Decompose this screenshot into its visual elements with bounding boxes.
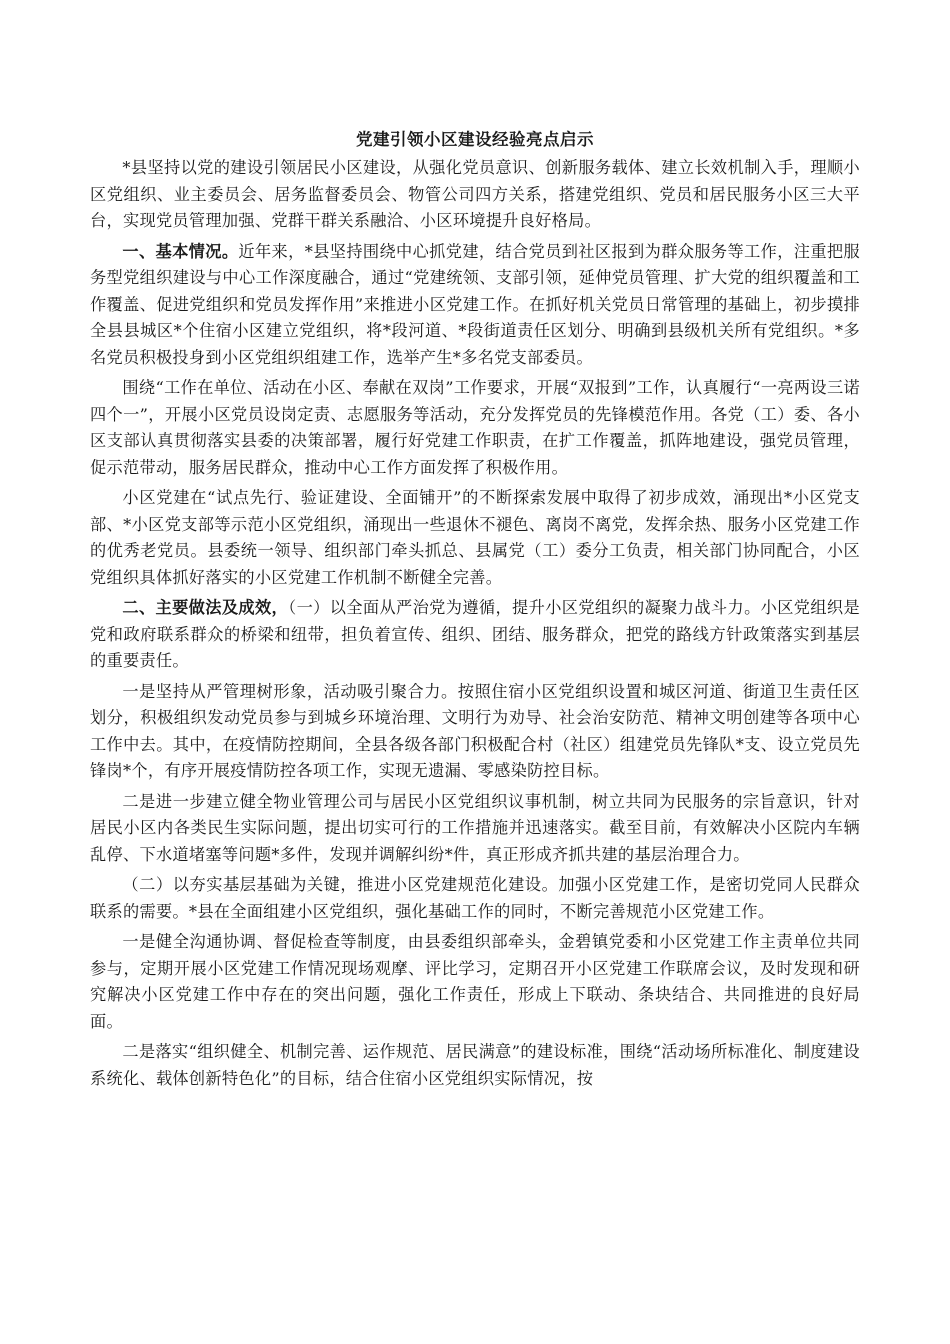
- document-body: [90, 128, 860, 1096]
- paragraph-property-mechanism: [90, 789, 860, 869]
- paragraph-main-practices: [90, 595, 860, 675]
- section-heading-main-practices: 二、主要做法及成效，: [122, 598, 289, 617]
- paragraph-foundation: [90, 872, 860, 925]
- paragraph-standards: [90, 1039, 860, 1092]
- paragraph-double-report: [90, 375, 860, 481]
- paragraph-intro: [90, 155, 860, 235]
- paragraph-text: （二）以夯实基层基础为关键，推进小区党建规范化建设。加强小区党建工作，是密切党同人民群众联系的需要。*县在全面组建小区党组织，强化基础工作的同时，不断完善规范小区党建工作。: [90, 875, 860, 921]
- paragraph-text: （一）以全面从严治党为遵循，提升小区党组织的凝聚力战斗力。小区党组织是党和政府联系群众的桥梁和纽带，担负着宣传、组织、团结、服务群众，把党的路线方针政策落实到基层的重要责任。: [90, 598, 860, 670]
- paragraph-text: 一是健全沟通协调、督促检查等制度，由县委组织部牵头，金碧镇党委和小区党建工作主责单位共同参与，定期开展小区党建工作情况现场观摩、评比学习，定期召开小区党建工作联席会议，及时发现和研究解决小区党建工作中存在的突出问题，强化工作责任，形成上下联动、条块结合、共同推进的良好局面。: [90, 932, 860, 1031]
- paragraph-strict-management: [90, 679, 860, 785]
- paragraph-text: 二是进一步建立健全物业管理公司与居民小区党组织议事机制，树立共同为民服务的宗旨意识，针对居民小区内各类民生实际问题，提出切实可行的工作措施并迅速落实。截至目前，有效解决小区院内车辆乱停、下水道堵塞等问题*多件，发现并调解纠纷*件，真正形成齐抓共建的基层治理合力。: [90, 791, 860, 864]
- paragraph-coordination: [90, 929, 860, 1035]
- paragraph-pilot-results: [90, 485, 860, 591]
- paragraph-text: 近年来，*县坚持围绕中心抓党建，结合党员到社区报到为群众服务等工作，注重把服务型党组织建设与中心工作深度融合，通过“党建统领、支部引领，延伸党员管理、扩大党的组织覆盖和工作覆盖、促进党组织和党员发挥作用”来推进小区党建工作。在抓好机关党员日常管理的基础上，初步摸排全县县城区*个住宿小区建立党组织，将*段河道、*段街道责任区划分、明确到县级机关所有党组织。*多名党员积极投身到小区党组织组建工作，选举产生*多名党支部委员。: [90, 241, 860, 367]
- paragraph-basic-situation: [90, 239, 860, 372]
- section-heading-basic-situation: 一、基本情况。: [122, 241, 239, 261]
- paragraph-text: 围绕“工作在单位、活动在小区、奉献在双岗”工作要求，开展“双报到”工作，认真履行“一亮两设三诺四个一”，开展小区党员设岗定责、志愿服务等活动，充分发挥党员的先锋模范作用。各党（工）委、各小区支部认真贯彻落实县委的决策部署，履行好党建工作职责，在扩工作覆盖，抓阵地建设，强党员管理，促示范带动，服务居民群众，推动中心工作方面发挥了积极作用。: [90, 378, 860, 477]
- paragraph-text: 小区党建在“试点先行、验证建设、全面铺开”的不断探索发展中取得了初步成效，涌现出*小区党支部、*小区党支部等示范小区党组织，涌现出一些退休不褪色、离岗不离党，发挥余热、服务小区党建工作的优秀老党员。县委统一领导、组织部门牵头抓总、县属党（工）委分工负责，相关部门协同配合，小区党组织具体抓好落实的小区党建工作机制不断健全完善。: [90, 488, 860, 587]
- paragraph-text: 二是落实“组织健全、机制完善、运作规范、居民满意”的建设标准，围绕“活动场所标准化、制度建设系统化、载体创新特色化”的目标，结合住宿小区党组织实际情况，按: [90, 1042, 860, 1088]
- paragraph-text: 一是坚持从严管理树形象，活动吸引聚合力。按照住宿小区党组织设置和城区河道、街道卫生责任区划分，积极组织发动党员参与到城乡环境治理、文明行为劝导、社会治安防范、精神文明创建等各项中心工作中去。其中，在疫情防控期间，全县各级各部门积极配合村（社区）组建党员先锋队*支、设立党员先锋岗*个，有序开展疫情防控各项工作，实现无遗漏、零感染防控目标。: [90, 681, 860, 780]
- document-title: 党建引领小区建设经验亮点启示: [356, 130, 594, 149]
- paragraph-text: *县坚持以党的建设引领居民小区建设，从强化党员意识、创新服务载体、建立长效机制入手，理顺小区党组织、业主委员会、居务监督委员会、物管公司四方关系，搭建党组织、党员和居民服务小区三大平台，实现党员管理加强、党群干群关系融洽、小区环境提升良好格局。: [90, 158, 860, 230]
